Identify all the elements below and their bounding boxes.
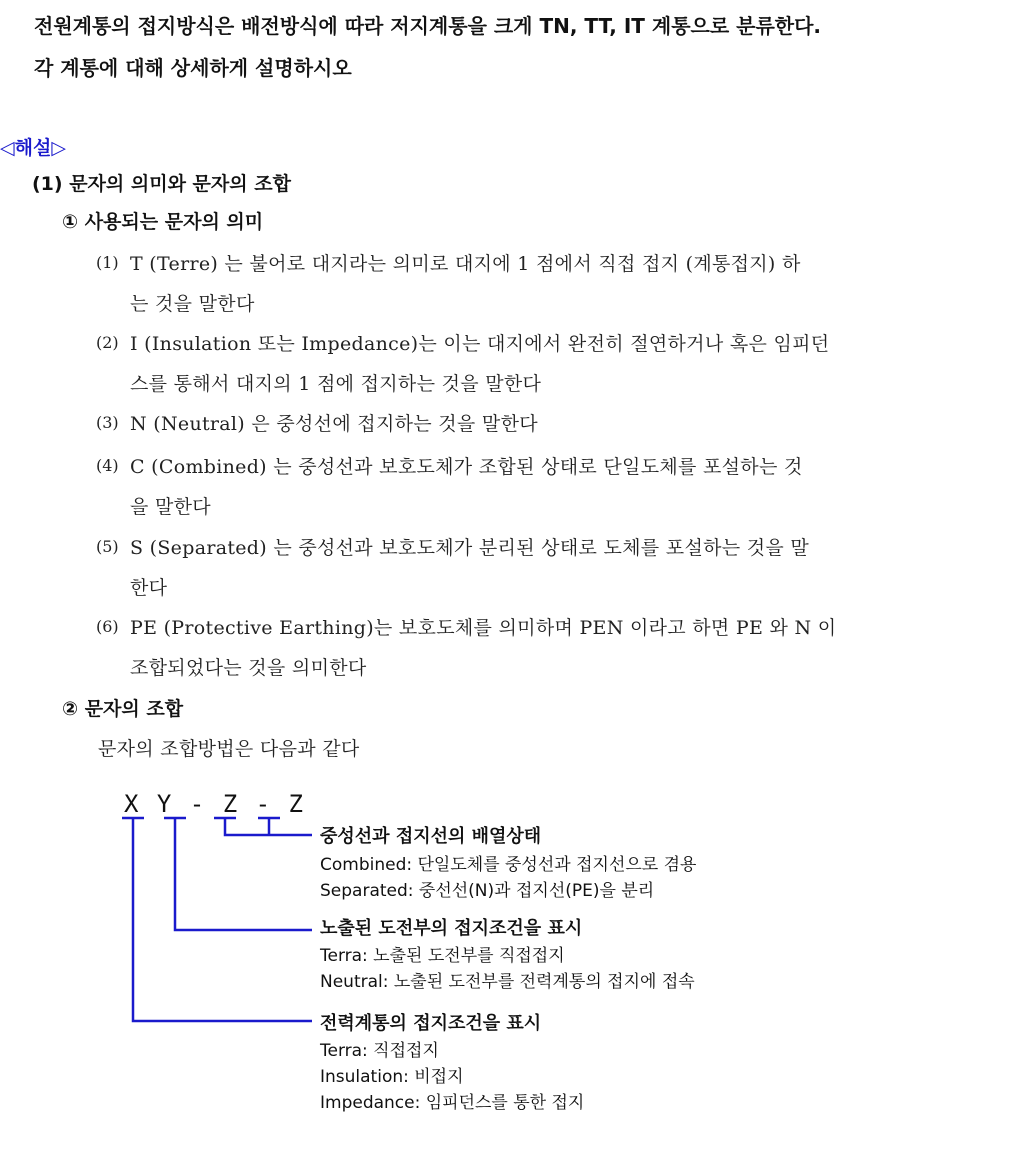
section-1-title: (1) 문자의 의미와 문자의 조합 (32, 173, 291, 195)
item-text-continued: 한다 (130, 577, 168, 599)
item-text: N (Neutral) 은 중성선에 접지하는 것을 말한다 (130, 413, 538, 435)
item-number: (3) (96, 413, 119, 432)
item-text-continued: 스를 통해서 대지의 1 점에 접지하는 것을 말한다 (130, 373, 542, 395)
item-text-continued: 을 말한다 (130, 496, 211, 518)
diagram-group-title: 중성선과 접지선의 배열상태 (320, 826, 542, 847)
connector-z2 (258, 818, 280, 835)
diagram-group-title: 노출된 도전부의 접지조건을 표시 (320, 918, 583, 939)
item-number: (4) (96, 456, 119, 475)
connector-z1 (214, 818, 312, 835)
connector-x (122, 818, 312, 1021)
diagram-group-line: Terra: 노출된 도전부를 직접접지 (320, 946, 565, 966)
item-text: T (Terre) 는 불어로 대지라는 의미로 대지에 1 점에서 직접 접지 (계통접지) 하 (130, 253, 801, 275)
item-text: C (Combined) 는 중성선과 보호도체가 조합된 상태로 단일도체를 포설하는 것 (130, 456, 803, 478)
item-number: (1) (96, 253, 119, 272)
item-number: (5) (96, 537, 119, 556)
item-text-continued: 조합되었다는 것을 의미한다 (130, 657, 367, 679)
diagram-group-line: Combined: 단일도체를 중성선과 접지선으로 겸용 (320, 855, 697, 875)
item-number: (6) (96, 617, 119, 636)
subsection-2-title: ② 문자의 조합 (62, 698, 184, 720)
diagram-group-line: Insulation: 비접지 (320, 1067, 464, 1087)
explanation-header: ◁해설▷ (0, 137, 66, 159)
diagram-code: X Y - Z - Z (124, 790, 305, 818)
diagram-group-line: Neutral: 노출된 도전부를 전력계통의 접지에 접속 (320, 972, 695, 992)
subsection-2-text: 문자의 조합방법은 다음과 같다 (98, 738, 360, 760)
diagram-group-line: Terra: 직접접지 (320, 1041, 439, 1061)
item-text: PE (Protective Earthing)는 보호도체를 의미하며 PEN 이라고 하면 PE 와 N 이 (130, 617, 837, 639)
item-text: I (Insulation 또는 Impedance)는 이는 대지에서 완전히 절연하거나 혹은 임피던 (130, 333, 830, 355)
diagram-group-line: Impedance: 임피던스를 통한 접지 (320, 1093, 585, 1113)
item-text-continued: 는 것을 말한다 (130, 293, 255, 315)
diagram-group-line: Separated: 중선선(N)과 접지선(PE)을 분리 (320, 881, 655, 901)
subsection-1-title: ① 사용되는 문자의 의미 (62, 211, 264, 233)
diagram-group-title: 전력계통의 접지조건을 표시 (320, 1013, 542, 1034)
question-line-2: 각 계통에 대해 상세하게 설명하시오 (34, 56, 352, 80)
item-text: S (Separated) 는 중성선과 보호도체가 분리된 상태로 도체를 포설하는 것을 말 (130, 537, 810, 559)
item-number: (2) (96, 333, 119, 352)
question-line-1: 전원계통의 접지방식은 배전방식에 따라 저지계통을 크게 TN, TT, IT 계통으로 분류한다. (34, 14, 822, 38)
